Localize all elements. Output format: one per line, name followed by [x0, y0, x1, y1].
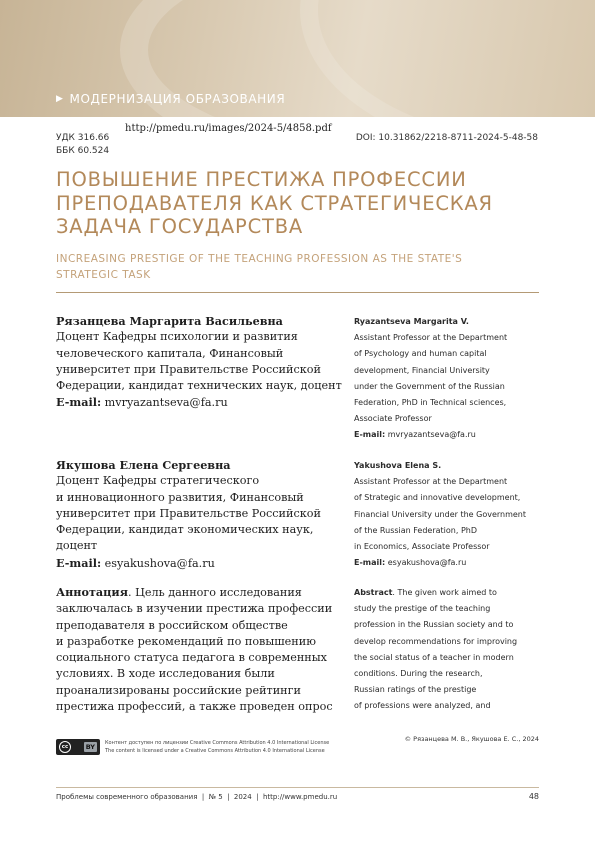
abstract-en: [354, 585, 544, 715]
bbk-code: ББК 60.524: [56, 146, 110, 156]
divider: [56, 292, 539, 293]
abstract-line: profession in the Russian society and to: [354, 620, 514, 630]
email-link[interactable]: mvryazantseva@fa.ru: [104, 396, 228, 410]
abstract-line: of professions were analyzed, and: [354, 701, 491, 711]
cc-by-badge-icon[interactable]: [56, 739, 100, 755]
classification-codes: [56, 132, 109, 158]
author2-en: [354, 458, 544, 571]
journal-footer: Проблемы современного образования | № 5 | 2024 | http://www.pmedu.ru: [56, 793, 338, 801]
affiliation-line: of Strategic and innovative development,: [354, 493, 521, 503]
email-line: [354, 555, 544, 571]
author-name: Якушова Елена Сергеевна: [56, 458, 231, 472]
abstract-line: study the prestige of the teaching: [354, 604, 491, 614]
title-line: INCREASING PRESTIGE OF THE TEACHING PROFESSION AS THE STATE'S: [56, 253, 463, 265]
abstract-label: Аннотация: [56, 585, 128, 599]
affiliation-line: Financial University under the Government: [354, 509, 527, 519]
email-line: [56, 394, 346, 411]
license-text: [105, 739, 329, 755]
abstract-line: социального статуса педагога в современных: [56, 651, 327, 665]
footer-divider: [56, 787, 539, 788]
abstract-text: . The given work aimed to: [392, 588, 497, 597]
abstract-line: проанализированы российские рейтинги: [56, 683, 301, 697]
affiliation-line: of Psychology and human capital: [354, 349, 487, 359]
author-name: Рязанцева Маргарита Васильевна: [56, 314, 283, 328]
abstract-first-line: [354, 585, 544, 601]
affiliation-line: under the Government of the Russian: [354, 381, 505, 391]
affiliation-line: университет при Правительстве Российской: [56, 506, 321, 520]
article-url[interactable]: http://pmedu.ru/images/2024-5/4858.pdf: [125, 123, 332, 134]
author2-ru: [56, 457, 346, 572]
license-block: [56, 739, 329, 755]
section-title: МОДЕРНИЗАЦИЯ ОБРАЗОВАНИЯ: [69, 92, 286, 106]
author1-ru: [56, 313, 346, 412]
affiliation-line: Федерации, кандидат технических наук, доцент: [56, 379, 342, 393]
affiliation-line: Associate Professor: [354, 414, 432, 424]
title-line: ПОВЫШЕНИЕ ПРЕСТИЖА ПРОФЕССИИ: [56, 168, 467, 191]
title-line: ПРЕПОДАВАТЕЛЯ КАК СТРАТЕГИЧЕСКАЯ: [56, 191, 493, 215]
author-name: Yakushova Elena S.: [354, 461, 442, 470]
abstract-line: преподавателя в российском обществе: [56, 618, 288, 632]
abstract-line: develop recommendations for improving: [354, 636, 518, 646]
copyright: © Рязанцева М. В., Якушова Е. С., 2024: [404, 735, 539, 743]
author-name: Ryazantseva Margarita V.: [354, 317, 469, 326]
abstract-line: Russian ratings of the prestige: [354, 685, 477, 695]
title-line: STRATEGIC TASK: [56, 269, 151, 281]
article-title-ru: [56, 168, 536, 239]
affiliation-line: Доцент Кафедры психологии и развития: [56, 330, 298, 344]
affiliation-line: in Economics, Associate Professor: [354, 542, 490, 552]
caret-right-icon: ▶: [56, 94, 64, 104]
affiliation-line: Федерации, кандидат экономических наук,: [56, 523, 314, 537]
section-banner: [0, 0, 595, 117]
abstract-text: . Цель данного исследования: [127, 586, 302, 599]
email-link[interactable]: esyakushova@fa.ru: [387, 558, 467, 568]
email-line: [354, 427, 544, 443]
abstract-first-line: [56, 584, 346, 601]
abstract-ru: [56, 584, 346, 715]
license-line: The content is licensed under a Creative Commons Attribution 4.0 International License: [105, 748, 325, 754]
author1-en: [354, 314, 544, 444]
email-line: [56, 555, 346, 572]
abstract-line: conditions. During the research,: [354, 669, 483, 679]
udk-code: УДК 316.66: [56, 133, 110, 143]
abstract-line: the social status of a teacher in modern: [354, 652, 514, 662]
title-line: ЗАДАЧА ГОСУДАРСТВА: [56, 215, 304, 238]
affiliation-line: of the Russian Federation, PhD: [354, 525, 478, 535]
cc-icon: cc: [59, 741, 71, 753]
by-icon: BY: [85, 743, 95, 751]
affiliation-line: Federation, PhD in Technical sciences,: [354, 398, 507, 408]
affiliation-line: человеческого капитала, Финансовый: [56, 346, 284, 360]
abstract-line: престижа профессий, а также проведен опрос: [56, 700, 333, 714]
affiliation-line: университет при Правительстве Российской: [56, 362, 321, 376]
affiliation-line: Assistant Professor at the Department: [354, 477, 508, 487]
email-link[interactable]: mvryazantseva@fa.ru: [387, 430, 476, 440]
affiliation-line: Доцент Кафедры стратегического: [56, 474, 260, 488]
affiliation-line: Assistant Professor at the Department: [354, 333, 508, 343]
email-label: E-mail:: [354, 430, 386, 440]
email-label: E-mail:: [56, 555, 102, 570]
license-line: Контент доступен по лицензии Creative Commons Attribution 4.0 International License: [105, 740, 330, 746]
abstract-label: Abstract: [354, 588, 393, 597]
email-link[interactable]: esyakushova@fa.ru: [104, 556, 215, 570]
abstract-line: условиях. В ходе исследования были: [56, 667, 275, 681]
email-label: E-mail:: [354, 558, 386, 568]
doi: DOI: 10.31862/2218-8711-2024-5-48-58: [355, 133, 538, 143]
page-number: 48: [528, 792, 539, 801]
affiliation-line: и инновационного развития, Финансовый: [56, 490, 304, 504]
email-label: E-mail:: [56, 395, 102, 410]
section-heading: [56, 92, 285, 106]
article-title-en: [56, 251, 526, 283]
affiliation-line: development, Financial University: [354, 365, 490, 375]
affiliation-line: доцент: [56, 539, 98, 553]
abstract-line: заключалась в изучении престижа профессии: [56, 602, 333, 616]
abstract-line: и разработке рекомендаций по повышению: [56, 634, 316, 648]
